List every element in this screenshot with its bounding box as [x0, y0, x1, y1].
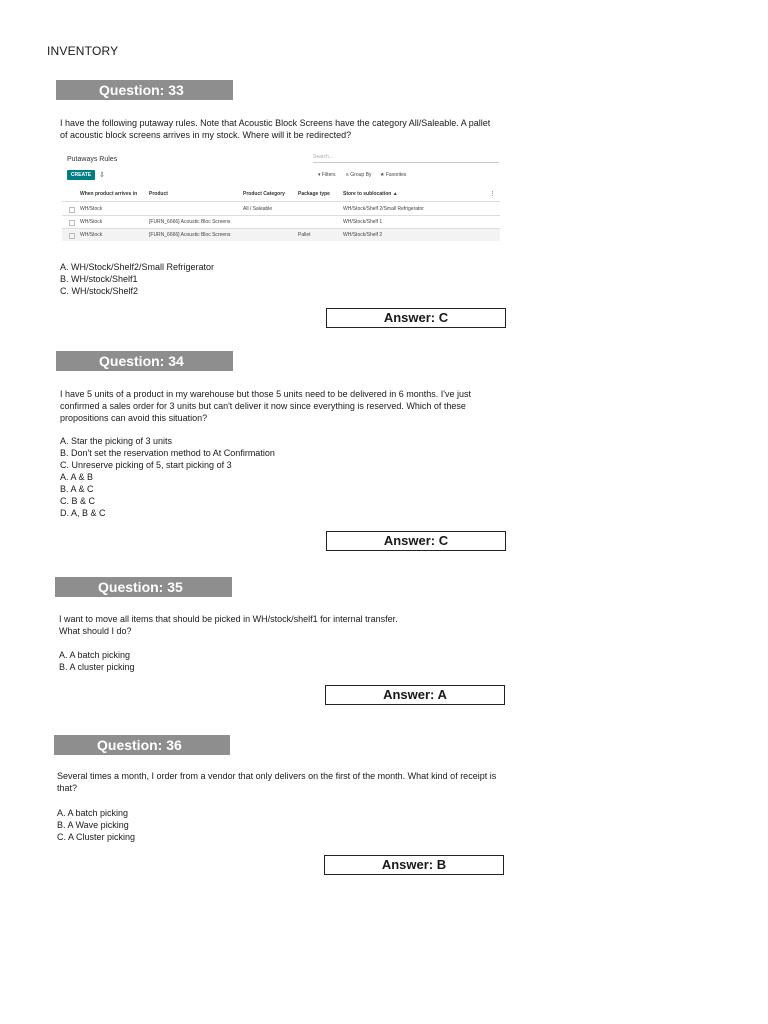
cell-package: Pallet: [298, 232, 311, 238]
option: D. A, B & C: [60, 508, 106, 518]
question-35-answer: Answer: A: [325, 685, 505, 705]
header-divider: [62, 201, 500, 202]
screenshot-create-button[interactable]: CREATE: [67, 170, 95, 180]
row-checkbox[interactable]: [69, 207, 75, 213]
question-33-options: [60, 261, 214, 297]
question-36-text: Several times a month, I order from a vendor that only delivers on the first of the month. What kind of receipt is that?: [57, 771, 497, 793]
option: A. Star the picking of 3 units: [60, 436, 173, 446]
column-header-category: Product Category: [243, 191, 285, 197]
question-34-options: [60, 435, 275, 519]
column-header-store: Store to sublocation ▲: [343, 191, 398, 197]
cell-store: WH/Stock/Shelf 2: [343, 232, 383, 238]
question-36-answer: Answer: B: [324, 855, 504, 875]
table-row[interactable]: [62, 216, 500, 228]
question-36-options: [57, 807, 135, 843]
question-35-options: [59, 649, 135, 673]
column-header-package: Package type: [298, 191, 330, 197]
text-line: What should I do?: [59, 626, 132, 636]
column-header-product: Product: [149, 191, 168, 197]
option: B. A Wave picking: [57, 820, 129, 830]
option: B. A cluster picking: [59, 662, 135, 672]
row-checkbox[interactable]: [69, 233, 75, 239]
screenshot-title: Putaways Rules: [67, 156, 118, 163]
screenshot-filters-button[interactable]: ▾ Filters: [318, 172, 336, 178]
row-checkbox[interactable]: [69, 220, 75, 226]
question-34-banner: Question: 34: [56, 351, 233, 371]
option: B. WH/stock/Shelf1: [60, 274, 138, 284]
option: C. WH/stock/Shelf2: [60, 286, 139, 296]
screenshot-search-input[interactable]: Search...: [313, 153, 499, 163]
question-36-banner: Question: 36: [54, 735, 230, 755]
table-row[interactable]: [62, 203, 500, 215]
table-row[interactable]: [62, 229, 500, 241]
cell-product: [FURN_6666] Acoustic Bloc Screens: [149, 232, 231, 238]
page-heading: INVENTORY: [47, 44, 119, 58]
question-34-answer: Answer: C: [326, 531, 506, 551]
cell-store: WH/Stock/Shelf 2/Small Refrigerator: [343, 206, 424, 212]
option: C. B & C: [60, 496, 96, 506]
screenshot-favorites-button[interactable]: ★ Favorites: [380, 172, 407, 178]
text-line: I want to move all items that should be picked in WH/stock/shelf1 for internal transfer.: [59, 614, 398, 624]
download-icon[interactable]: ⇩: [99, 172, 105, 179]
option: A. WH/Stock/Shelf2/Small Refrigerator: [60, 262, 215, 272]
cell-product: [FURN_6666] Acoustic Bloc Screens: [149, 219, 231, 225]
screenshot-groupby-button[interactable]: ≡ Group By: [346, 172, 372, 178]
cell-store: WH/Stock/Shelf 1: [343, 219, 383, 225]
putaway-rules-screenshot: [62, 150, 500, 245]
option: A. A batch picking: [57, 808, 129, 818]
question-35-banner: Question: 35: [55, 577, 232, 597]
question-35-text: [59, 613, 504, 637]
cell-arrives: WH/Stock: [80, 206, 103, 212]
question-34-text: I have 5 units of a product in my warehouse but those 5 units need to be delivered in 6 months. I've just confirmed a sales order for 3 units but can't deliver it now since everything is reserved. Which of these propositions can avoid this situation?: [60, 389, 471, 423]
question-33-answer: Answer: C: [326, 308, 506, 328]
question-33-banner: Question: 33: [56, 80, 233, 100]
column-header-arrives: When product arrives in: [80, 191, 138, 197]
option: C. Unreserve picking of 5, start picking of 3: [60, 460, 232, 470]
column-options-icon[interactable]: ⋮: [490, 191, 495, 197]
option: B. Don't set the reservation method to At Confirmation: [60, 448, 275, 458]
cell-category: All / Saleable: [243, 206, 273, 212]
option: A. A batch picking: [59, 650, 131, 660]
option: A. A & B: [60, 472, 94, 482]
cell-arrives: WH/Stock: [80, 232, 103, 238]
question-33-text: I have the following putaway rules. Note that Acoustic Block Screens have the category All/Saleable. A pallet of acoustic block screens arrives in my stock. Where will it be redirected?: [60, 118, 491, 140]
option: B. A & C: [60, 484, 94, 494]
option: C. A Cluster picking: [57, 832, 136, 842]
cell-arrives: WH/Stock: [80, 219, 103, 225]
